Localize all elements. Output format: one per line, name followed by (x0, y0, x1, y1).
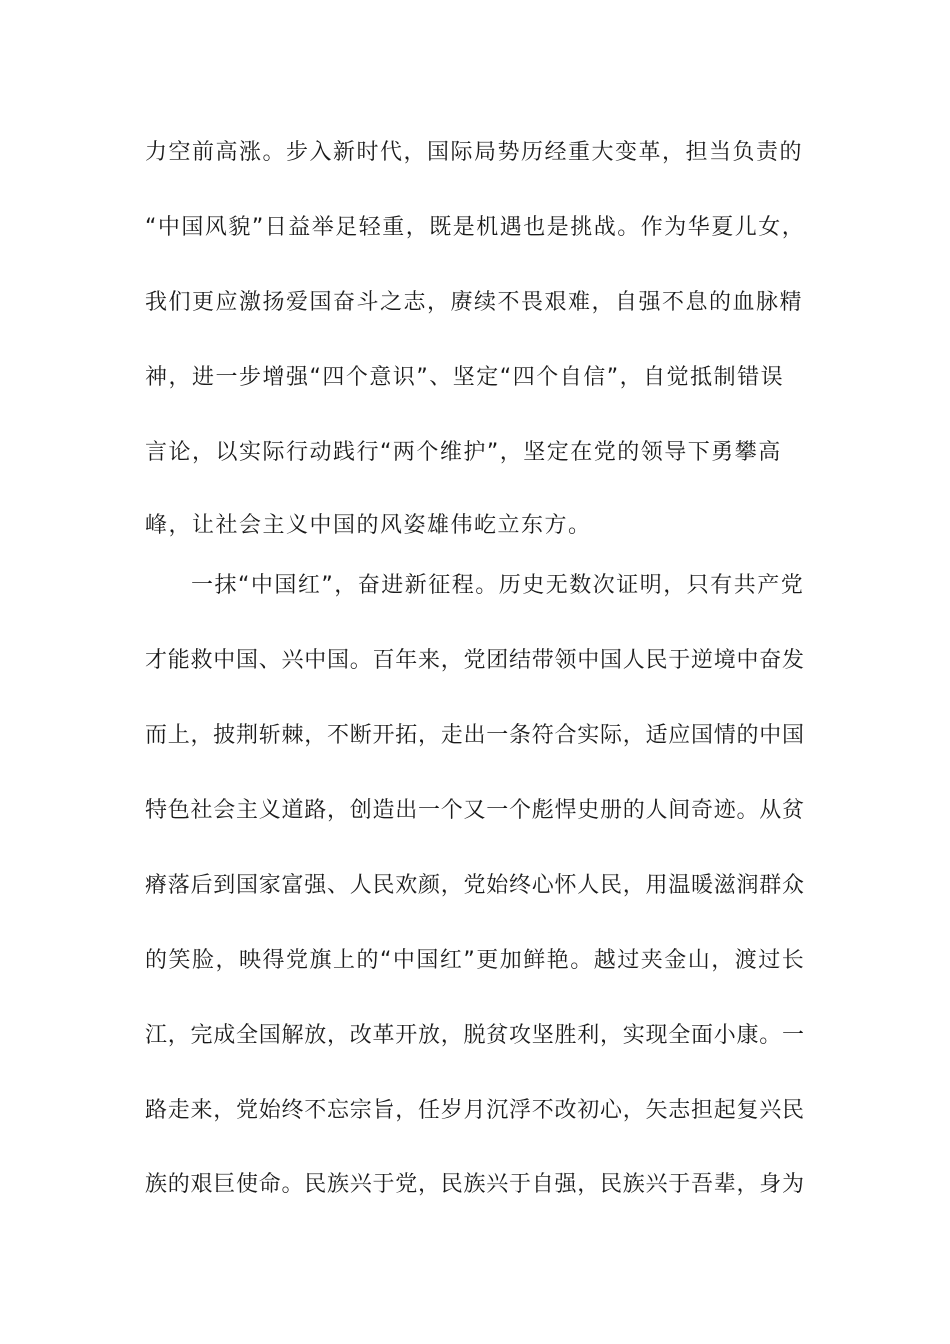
paragraph-first-line: 一抹“中国红”，奋进新征程。历史无数次证明，只有共产党 (191, 573, 805, 598)
text-line: 峰，让社会主义中国的风姿雄伟屹立东方。 (145, 513, 592, 538)
text-line: 瘠落后到国家富强、人民欢颜，党始终心怀人民，用温暖滋润群众 (145, 873, 805, 898)
text-line: 的笑脸，映得党旗上的“中国红”更加鲜艳。越过夹金山，渡过长 (145, 948, 806, 973)
text-line: 我们更应激扬爱国奋斗之志，赓续不畏艰难，自强不息的血脉精 (145, 290, 804, 315)
text-line: 言论，以实际行动践行“两个维护”，坚定在党的领导下勇攀高 (145, 440, 782, 465)
text-line: “中国风貌”日益举足轻重，既是机遇也是挑战。作为华夏儿女， (145, 215, 806, 240)
text-line: 才能救中国、兴中国。百年来，党团结带领中国人民于逆境中奋发 (145, 648, 805, 673)
text-line: 神，进一步增强“四个意识”、坚定“四个自信”，自觉抵制错误 (145, 365, 785, 390)
text-line: 力空前高涨。步入新时代，国际局势历经重大变革，担当负责的 (145, 140, 804, 165)
text-line: 江，完成全国解放，改革开放，脱贫攻坚胜利，实现全面小康。一 (145, 1023, 805, 1048)
text-line: 族的艰巨使命。民族兴于党，民族兴于自强，民族兴于吾辈，身为 (145, 1172, 805, 1197)
text-line: 而上，披荆斩棘，不断开拓，走出一条符合实际，适应国情的中国 (145, 723, 805, 748)
text-line: 特色社会主义道路，创造出一个又一个彪悍史册的人间奇迹。从贫 (145, 798, 805, 823)
text-line: 路走来，党始终不忘宗旨，任岁月沉浮不改初心，矢志担起复兴民 (145, 1098, 805, 1123)
